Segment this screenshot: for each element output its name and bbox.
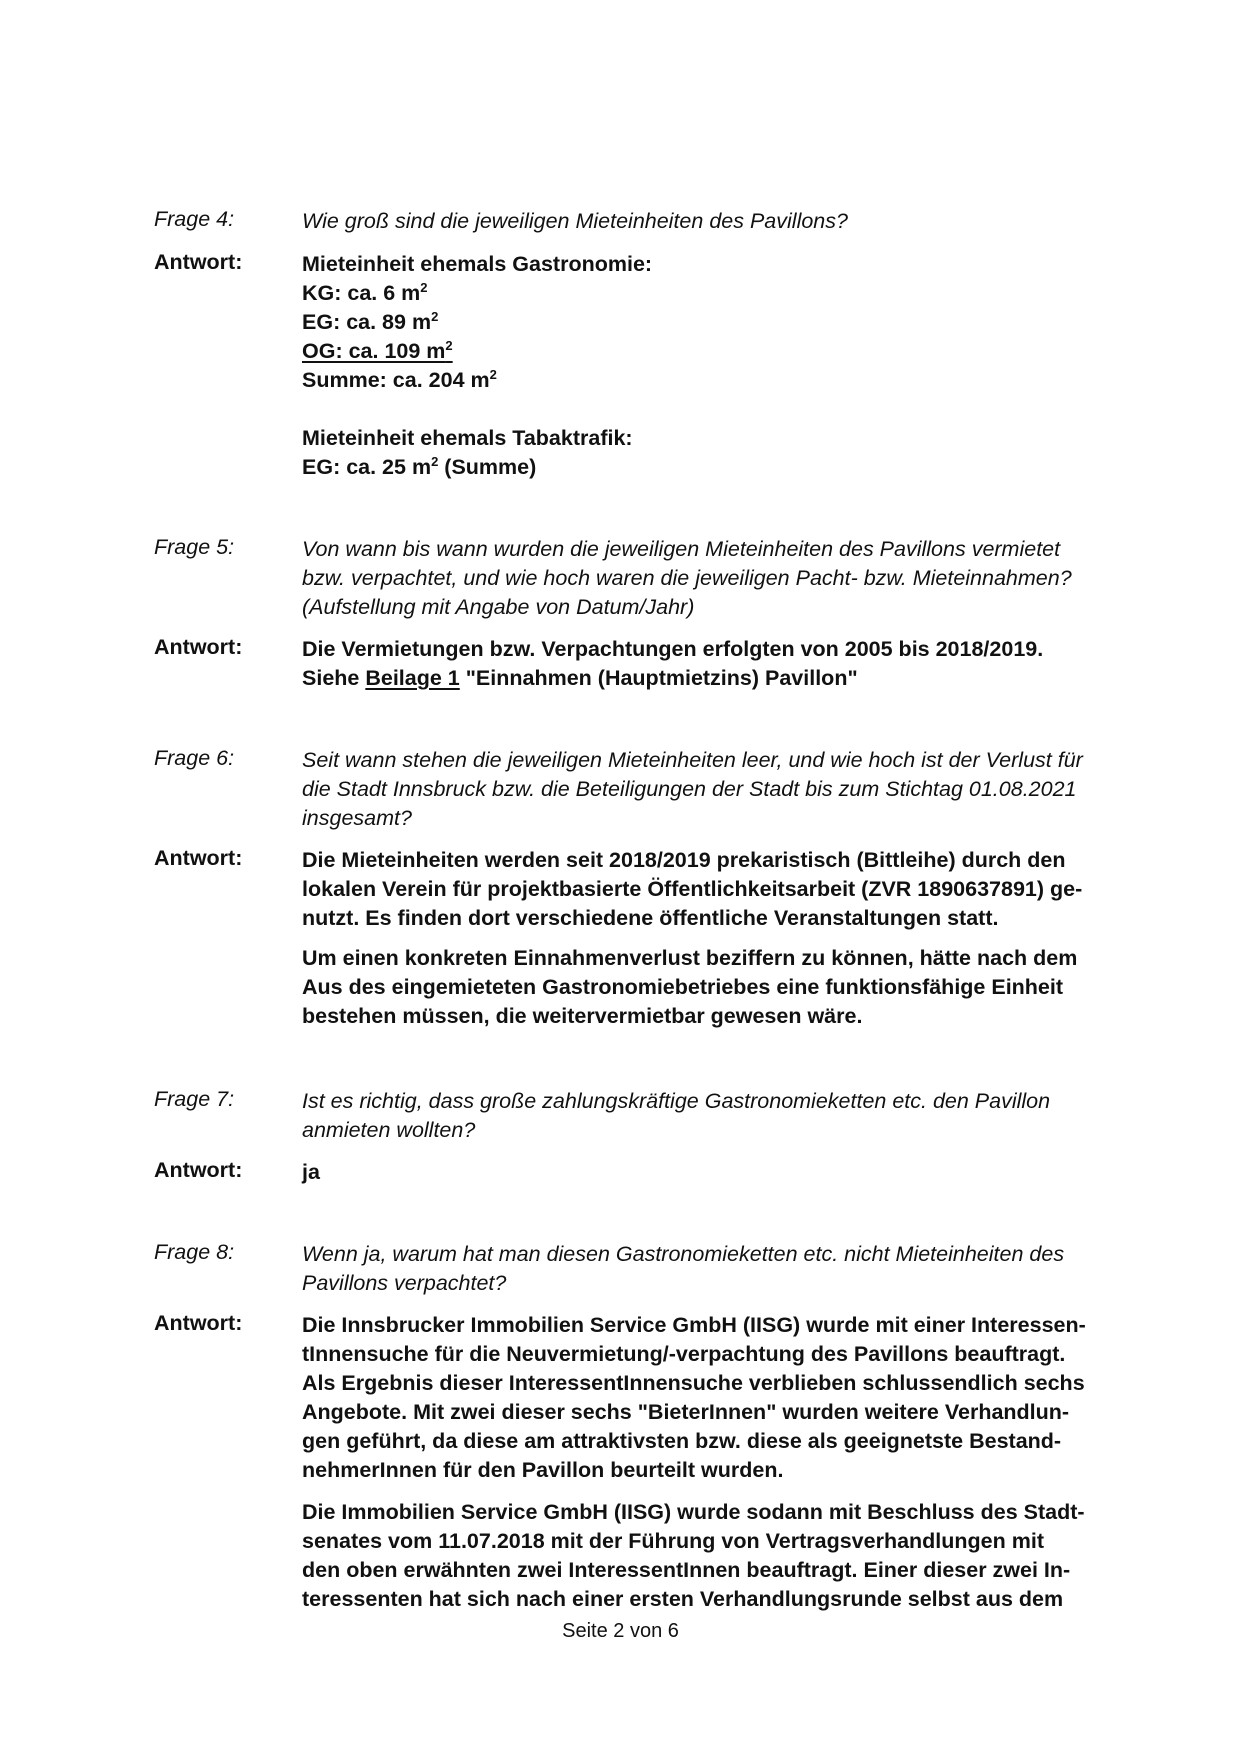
antwort-8-text-p2: Die Immobilien Service GmbH (IISG) wurde sodann mit Beschluss des Stadt- senates vom 11.07.2018 mit der Führung von Vertragsverhandlungen mit den oben erwähnten zwei InteressentInnen beauftragt. Einer dieser zwei In- teressenten hat sich nach einer ersten Verhandlungsrunde selbst aus dem [302, 1500, 1085, 1611]
antwort-6-text-p2: Um einen konkreten Einnahmenverlust beziffern zu können, hätte nach dem Aus des eingemieteten Gastronomiebetriebes eine funktionsfähige Einheit bestehen müssen, die weitervermietbar gewesen wäre. [302, 946, 1078, 1028]
frage-6-question: Seit wann stehen die jeweiligen Mieteinheiten leer, und wie hoch ist der Verlust für die Stadt Innsbruck bzw. die Beteiligungen der Stadt bis zum Stichtag 01.08.2021 insgesamt? [302, 748, 1083, 830]
antwort-6-label: Antwort: [154, 846, 243, 870]
area-eg: EG: ca. 89 $m^2$ [302, 308, 439, 334]
frage-8-question: Wenn ja, warum hat man diesen Gastronomieketten etc. nicht Mieteinheiten des Pavillons verpachtet? [302, 1242, 1065, 1295]
frage-7-label: Frage 7: [154, 1087, 235, 1111]
frage-7-question: Ist es richtig, dass große zahlungskräftige Gastronomieketten etc. den Pavillon anmieten wollten? [302, 1089, 1051, 1142]
frage-5-label: Frage 5: [154, 535, 235, 559]
antwort-4-text [302, 250, 1147, 482]
antwort-6-text-p1: Die Mieteinheiten werden seit 2018/2019 prekaristisch (Bittleihe) durch den lokalen Verein für projektbasierte Öffentlichkeitsarbeit (ZVR 1890637891) ge- nutzt. Es finden dort verschiedene öffentliche Veranstaltungen statt. [302, 848, 1083, 930]
unit-tabaktrafik-title: Mieteinheit ehemals Tabaktrafik: [302, 426, 633, 450]
antwort-4-label: Antwort: [154, 250, 243, 274]
antwort-8-label: Antwort: [154, 1311, 243, 1335]
antwort-7-text: ja [302, 1160, 320, 1184]
frage-5-question: Von wann bis wann wurden die jeweiligen Mieteinheiten des Pavillons vermietet bzw. verpachtet, und wie hoch waren die jeweiligen Pacht- bzw. Mieteinnahmen? (Aufstellung mit Angabe von Datum/Jahr) [302, 537, 1072, 619]
antwort-5-label: Antwort: [154, 635, 243, 659]
page-number: Seite 2 von 6 [562, 1620, 679, 1642]
area-og: OG: ca. 109 $m^2$ [302, 337, 453, 363]
frage-4-question: Wie groß sind die jeweiligen Mieteinheiten des Pavillons? [302, 209, 848, 233]
frage-8-label: Frage 8: [154, 1240, 235, 1264]
frage-4-label: Frage 4: [154, 207, 235, 231]
frage-6-label: Frage 6: [154, 746, 235, 770]
unit-gastronomie-title: Mieteinheit ehemals Gastronomie: [302, 252, 653, 276]
area-eg-tabak: EG: ca. 25 $m^2$ (Summe) [302, 453, 537, 479]
antwort-7-label: Antwort: [154, 1158, 243, 1182]
area-summe: Summe: ca. 204 $m^2$ [302, 366, 497, 392]
area-kg: KG: ca. 6 $m^2$ [302, 279, 428, 305]
antwort-5-text: Die Vermietungen bzw. Verpachtungen erfolgten von 2005 bis 2018/2019. Siehe Beilage 1 "Einnahmen (Hauptmietzins) Pavillon" [302, 637, 1044, 690]
beilage-1-link: Beilage 1 [365, 666, 460, 690]
antwort-8-text-p1: Die Innsbrucker Immobilien Service GmbH (IISG) wurde mit einer Interessen- tInnensuche für die Neuvermietung/-verpachtung des Pavillons beauftragt. Als Ergebnis dieser InteressentInnensuche verblieben schlussendlich sechs Angebote. Mit zwei dieser sechs "BieterInnen" wurden weitere Verhandlun- gen geführt, da diese am attraktivsten bzw. diese als geeignetste Bestand- nehmerInnen für den Pavillon beurteilt wurden. [302, 1313, 1086, 1482]
